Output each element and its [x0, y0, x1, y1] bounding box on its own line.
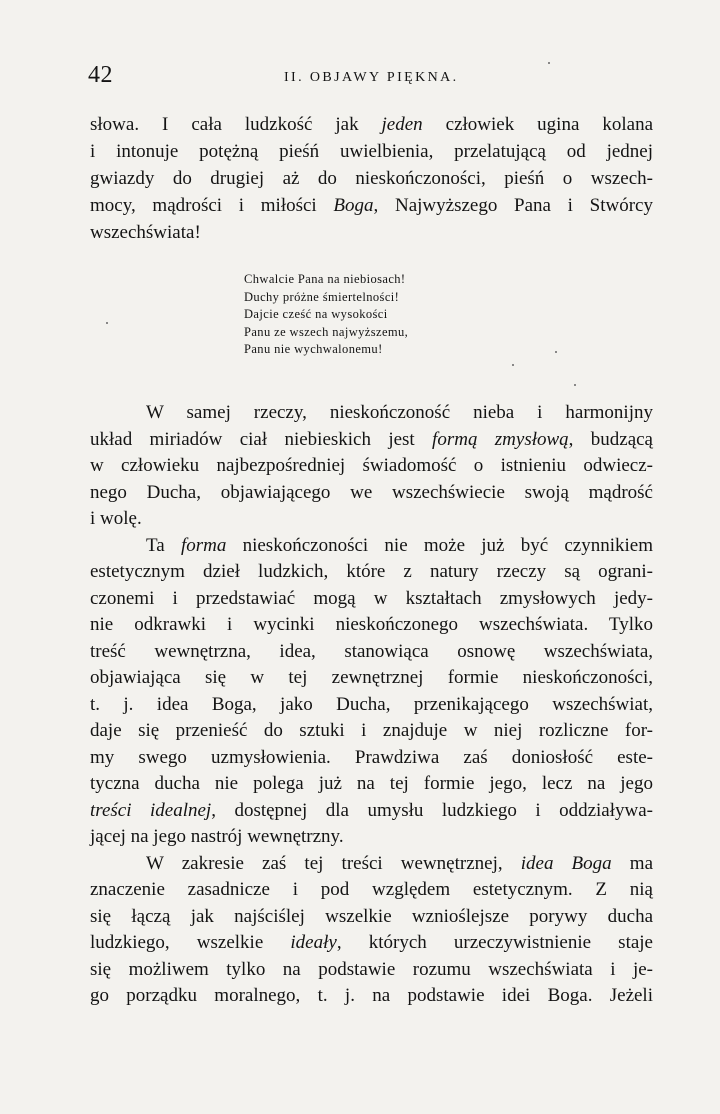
text-line	[90, 400, 653, 427]
text-line	[90, 771, 653, 798]
text-run: daje się przenieść do sztuki i znajduje w niej rozliczne for-	[90, 720, 653, 741]
emphasized-text: idea Boga	[520, 852, 612, 874]
text-line	[90, 480, 653, 507]
text-run: objawiająca się w tej zewnętrznej formie nieskończoności,	[90, 667, 653, 688]
verse-quote	[244, 271, 408, 359]
text-line	[90, 612, 653, 639]
text-line	[90, 138, 653, 165]
text-run: my swego uzmysłowienia. Prawdziwa zaś doniosłość este-	[90, 746, 653, 768]
text-run: wszechświata!	[90, 222, 201, 243]
text-line	[90, 219, 653, 246]
text-line	[90, 851, 653, 878]
page-number: 42	[88, 62, 113, 88]
emphasized-text: treści idealnej	[90, 799, 212, 821]
text-line	[90, 192, 653, 219]
main-text	[90, 400, 653, 1010]
text-line	[90, 877, 653, 904]
text-run: t. j. idea Boga, jako Ducha, przenikającego wszechświat,	[90, 693, 653, 715]
text-run: człowiek ugina kolana	[422, 114, 653, 135]
verse-line: Chwalcie Pana na niebiosach!	[244, 272, 406, 286]
text-run: w człowieku najbezpośredniej świadomość o istnieniu odwiecz-	[90, 455, 653, 476]
verse-line: Duchy próżne śmiertelności!	[244, 289, 400, 304]
text-line	[90, 453, 653, 480]
verse-line: Dajcie cześć na wysokości	[244, 307, 388, 322]
text-run: tyczna ducha nie polega już na tej formie jego, lecz na jego	[90, 773, 653, 794]
text-run: czonemi i przedstawiać mogą w kształtach zmysłowych jedy-	[90, 587, 653, 609]
verse-line: Panu ze wszech najwyższemu,	[244, 324, 409, 339]
text-run: go porządku moralnego, t. j. na podstawie idei Boga. Jeżeli	[90, 985, 653, 1006]
paper-speck	[548, 62, 550, 64]
text-run: ludzkiego, wszelkie	[90, 932, 291, 953]
paper-speck	[512, 364, 514, 366]
text-run: W samej rzeczy, nieskończoność nieba i harmonijny	[146, 402, 653, 423]
text-line	[90, 111, 653, 138]
paragraph-3	[90, 533, 653, 851]
text-line	[90, 983, 653, 1010]
text-run: znaczenie zasadnicze i pod względem estetycznym. Z nią	[90, 879, 653, 900]
text-run: nie odkrawki i wycinki nieskończonego wszechświata. Tylko	[90, 614, 653, 635]
verse-line: Panu nie wychwalonemu!	[244, 342, 383, 357]
text-run: treść wewnętrzna, idea, stanowiąca osnowę wszechświata,	[90, 640, 653, 662]
text-run: i intonuje potężną pieśń uwielbienia, przelatującą od jednej	[90, 141, 653, 162]
text-line	[90, 692, 653, 719]
emphasized-text: Boga	[333, 195, 374, 216]
running-head: II. OBJAWY PIĘKNA.	[284, 70, 459, 85]
text-line	[90, 639, 653, 666]
text-run: się możliwem tylko na podstawie rozumu wszechświata i je-	[90, 958, 653, 980]
text-run: nego Ducha, objawiającego we wszechświecie swoją mądrość	[90, 481, 653, 503]
emphasized-text: forma	[180, 534, 227, 556]
text-line	[90, 506, 653, 533]
emphasized-text: jeden	[381, 114, 423, 135]
text-line	[90, 745, 653, 772]
page-header	[88, 62, 660, 92]
paper-speck	[555, 351, 557, 353]
text-run: , budzącą	[568, 428, 653, 450]
emphasized-text: formą zmysłową	[432, 428, 569, 450]
text-run: , których urzeczywistnienie staje	[336, 932, 653, 953]
paragraph-1	[90, 111, 653, 246]
paper-speck	[106, 322, 108, 324]
text-line	[90, 533, 653, 560]
text-run: i wolę.	[90, 508, 142, 529]
text-run: W zakresie zaś tej treści wewnętrznej,	[146, 852, 521, 874]
text-run: się łączą jak najściślej wszelkie wznioślejsze porywy ducha	[90, 905, 653, 927]
paragraph-4	[90, 851, 653, 1010]
text-line	[90, 586, 653, 613]
text-line	[90, 427, 653, 454]
text-run: nieskończoności nie może już być czynnikiem	[226, 534, 653, 556]
text-run: Ta	[146, 534, 181, 556]
text-line	[90, 930, 653, 957]
text-line	[90, 559, 653, 586]
text-run: układ miriadów ciał niebieskich jest	[90, 428, 433, 450]
text-line	[90, 665, 653, 692]
text-line	[90, 798, 653, 825]
text-run: , Najwyższego Pana i Stwórcy	[373, 195, 653, 216]
emphasized-text: ideały	[290, 932, 337, 953]
paper-speck	[574, 384, 576, 386]
text-line	[90, 957, 653, 984]
text-line	[90, 165, 653, 192]
text-line	[90, 824, 653, 851]
text-run: gwiazdy do drugiej aż do nieskończoności, pieśń o wszech-	[90, 168, 653, 189]
text-line	[90, 904, 653, 931]
text-run: jącej na jego nastrój wewnętrzny.	[90, 826, 344, 847]
text-run: estetycznym dzieł ludzkich, które z natury rzeczy są ograni-	[90, 561, 653, 582]
text-line	[90, 718, 653, 745]
paragraph-2	[90, 400, 653, 533]
text-run: ma	[611, 852, 653, 874]
text-run: słowa. I cała ludzkość jak	[90, 114, 382, 135]
text-run: , dostępnej dla umysłu ludzkiego i oddziaływa-	[211, 799, 653, 821]
text-run: mocy, mądrości i miłości	[90, 195, 334, 216]
